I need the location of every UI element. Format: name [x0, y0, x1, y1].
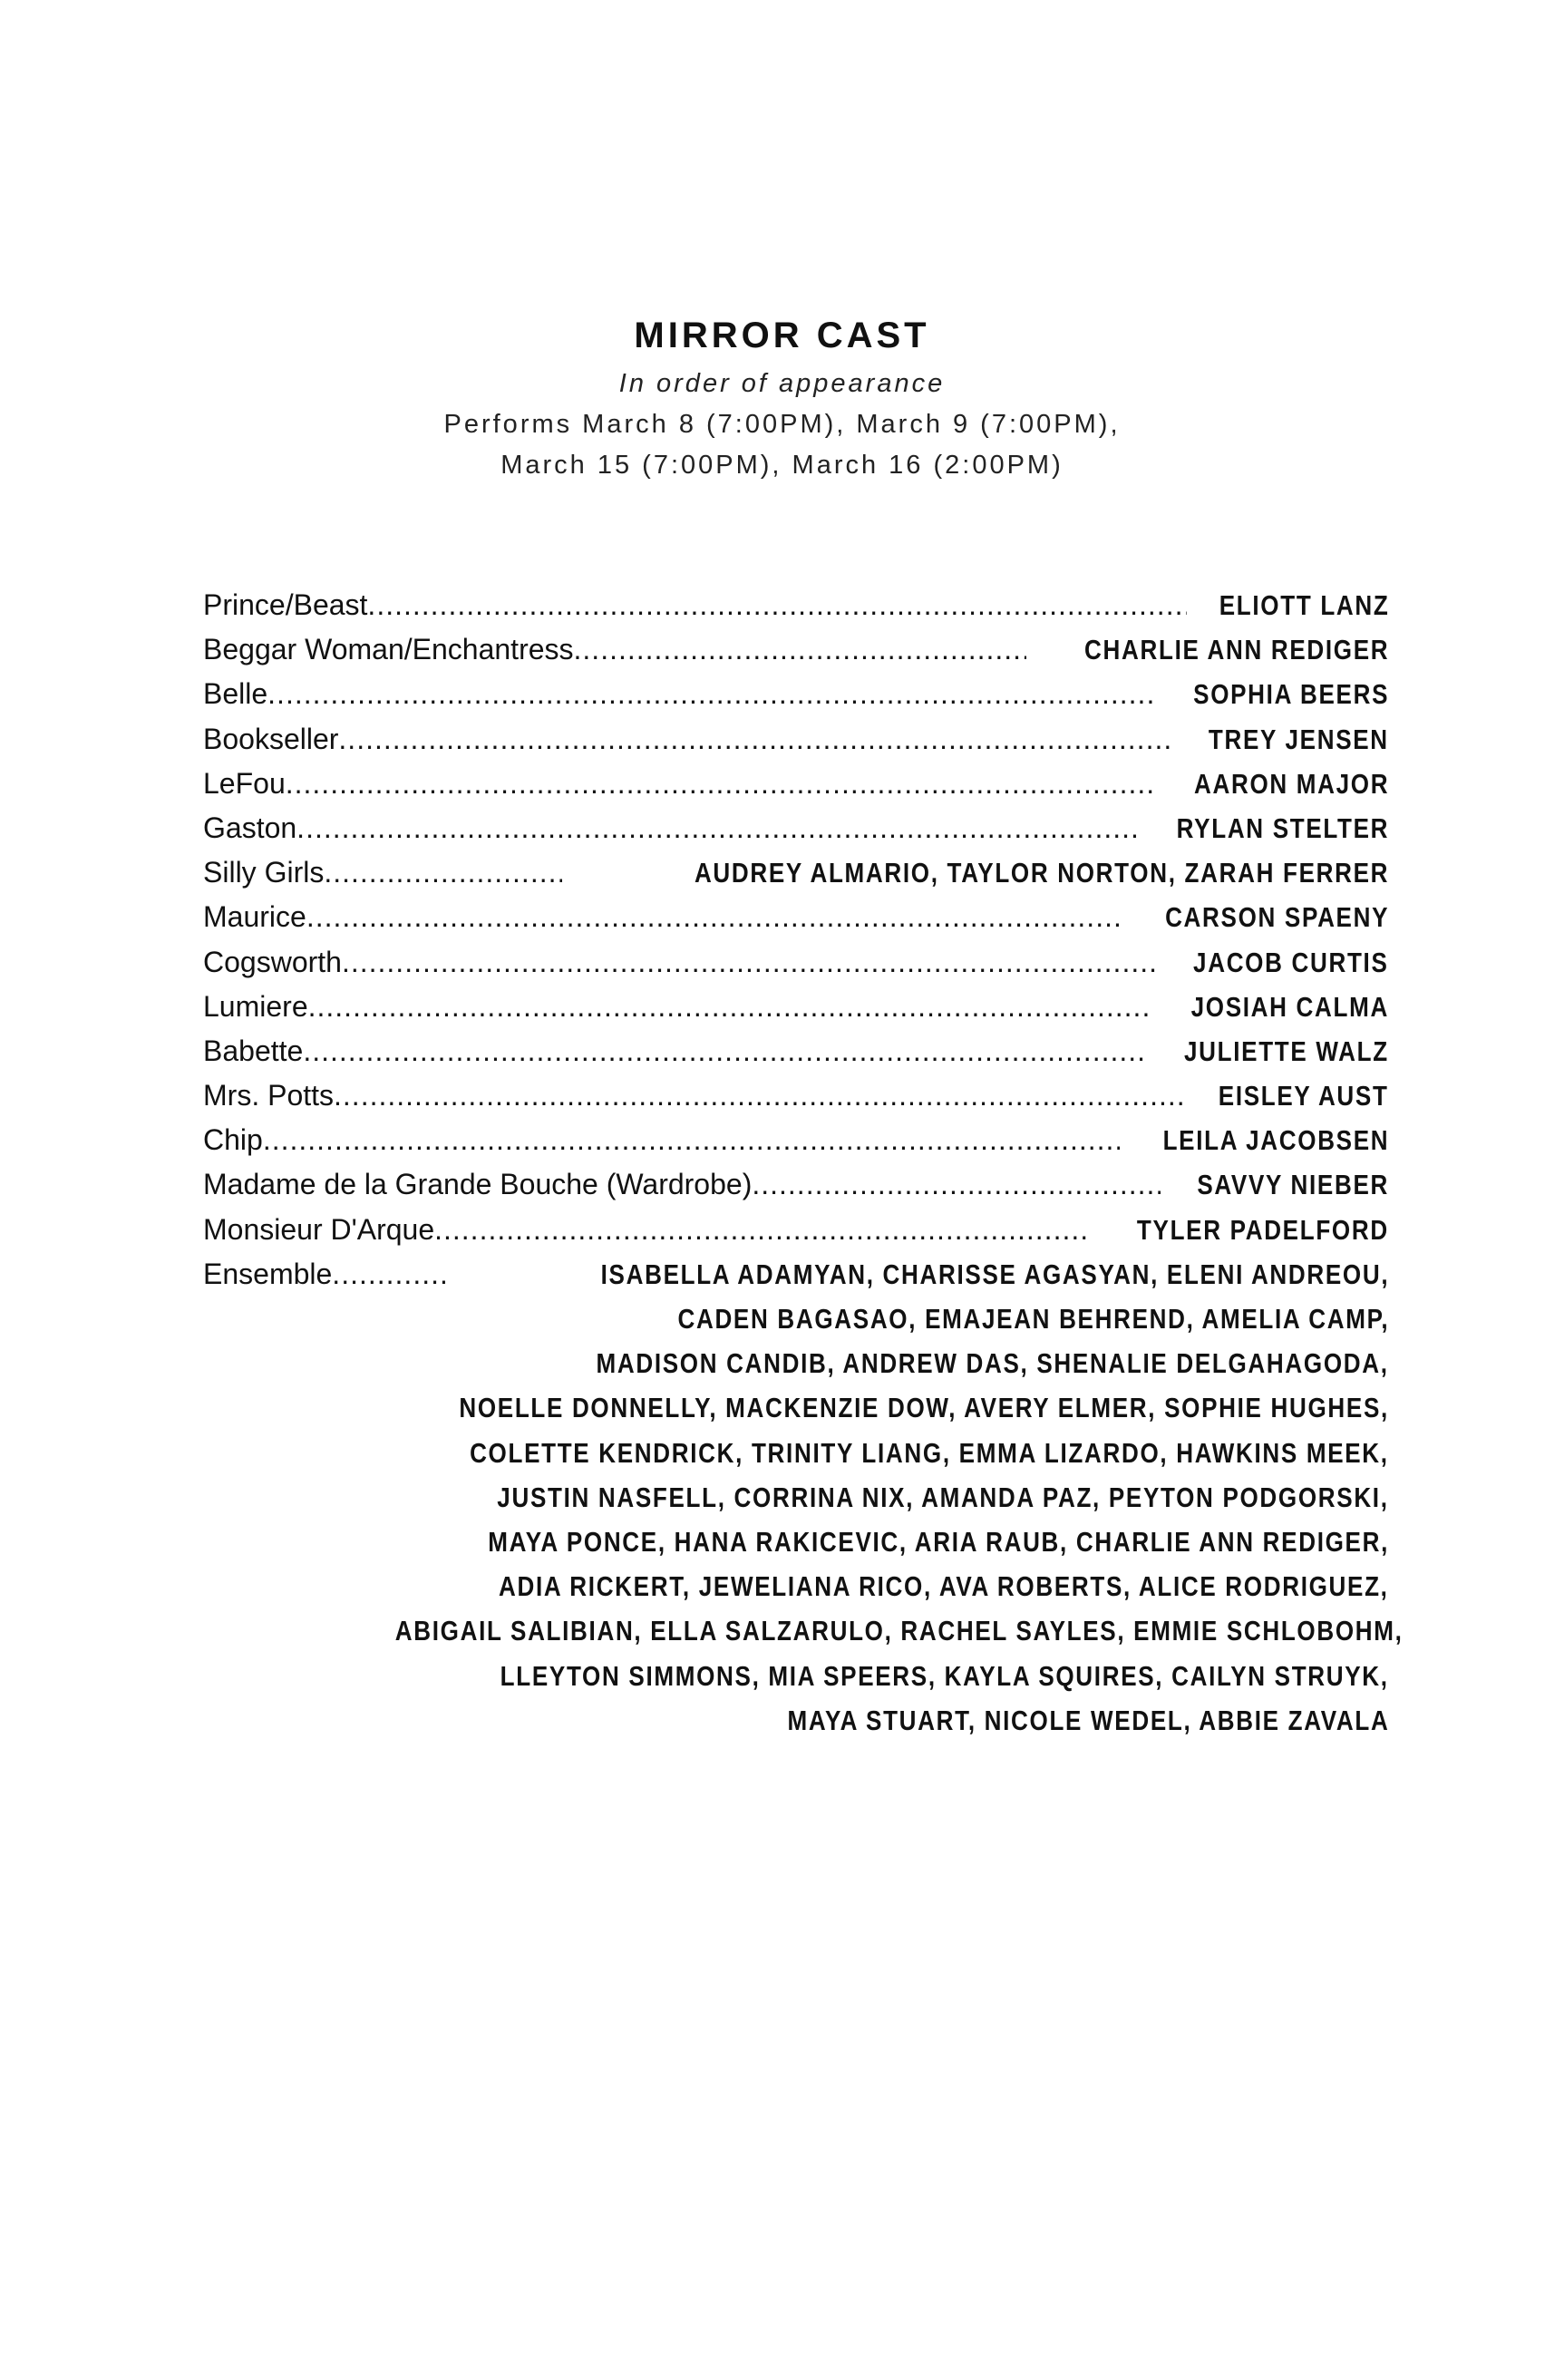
ensemble-names: MAYA PONCE, HANA RAKICEVIC, ARIA RAUB, CHARLIE ANN REDIGER,: [488, 1525, 1389, 1558]
dot-leader: [263, 1118, 1120, 1162]
actor-name: AARON MAJOR: [1193, 767, 1389, 800]
actor-name: CARSON SPAENY: [1164, 901, 1389, 934]
role-name: Chip: [203, 1123, 263, 1157]
ensemble-line: [203, 1385, 1389, 1430]
cast-row: [203, 1208, 1389, 1252]
ensemble-names: COLETTE KENDRICK, TRINITY LIANG, EMMA LIZARDO, HAWKINS MEEK,: [470, 1436, 1389, 1469]
cast-row: [203, 940, 1389, 985]
role-name: Babette: [203, 1034, 304, 1067]
ensemble-role-name: Ensemble: [203, 1257, 333, 1290]
dot-leader: [286, 762, 1157, 806]
role-name: Belle: [203, 677, 268, 711]
cast-row: [203, 985, 1389, 1029]
actor-name: JULIETTE WALZ: [1184, 1035, 1389, 1067]
role-name: Prince/Beast: [203, 588, 368, 621]
ensemble-row: [203, 1252, 1389, 1297]
ensemble-line: [203, 1564, 1389, 1608]
dot-leader: [752, 1162, 1161, 1207]
role-name: Beggar Woman/Enchantress: [203, 633, 574, 666]
role-name: Mrs. Potts: [203, 1079, 335, 1112]
ensemble-line: [203, 1297, 1389, 1341]
dot-leader: [267, 672, 1156, 716]
actor-name: JOSIAH CALMA: [1190, 990, 1389, 1023]
actor-name: CHARLIE ANN REDIGER: [1083, 634, 1389, 666]
role-name: Monsieur D'Arque: [203, 1212, 435, 1246]
page-subtitle: In order of appearance: [618, 369, 946, 398]
actor-name: SAVVY NIEBER: [1197, 1169, 1389, 1201]
ensemble-first-line: ISABELLA ADAMYAN, CHARISSE AGASYAN, ELENI ANDREOU,: [600, 1258, 1389, 1290]
cast-row: [203, 717, 1389, 762]
ensemble-line: [203, 1431, 1389, 1475]
ensemble-line: [203, 1698, 1389, 1743]
cast-row: [203, 627, 1389, 672]
ensemble-names: JUSTIN NASFELL, CORRINA NIX, AMANDA PAZ, PEYTON PODGORSKI,: [497, 1481, 1389, 1513]
role-name: Gaston: [203, 811, 297, 844]
ensemble-names: NOELLE DONNELLY, MACKENZIE DOW, AVERY ELMER, SOPHIE HUGHES,: [459, 1392, 1389, 1424]
actor-name: JACOB CURTIS: [1193, 946, 1389, 978]
cast-row: [203, 583, 1389, 627]
role-name: Cogsworth: [203, 945, 342, 978]
role-name: Madame de la Grande Bouche (Wardrobe): [203, 1168, 753, 1201]
performance-dates-line-1: Performs March 8 (7:00PM), March 9 (7:00PM),: [443, 410, 1121, 439]
actor-name: AUDREY ALMARIO, TAYLOR NORTON, ZARAH FERRER: [694, 857, 1389, 889]
role-name: Bookseller: [203, 722, 339, 755]
cast-row: [203, 806, 1389, 850]
cast-header: [0, 308, 1564, 486]
cast-row: [203, 850, 1389, 895]
actor-name: RYLAN STELTER: [1176, 811, 1389, 844]
actor-name: TREY JENSEN: [1209, 723, 1389, 755]
cast-row: [203, 1118, 1389, 1162]
cast-row: [203, 1162, 1389, 1207]
role-name: Maurice: [203, 900, 306, 934]
ensemble-names: MADISON CANDIB, ANDREW DAS, SHENALIE DELGAHAGODA,: [596, 1347, 1389, 1380]
dot-leader: [303, 1029, 1145, 1073]
ensemble-names: MAYA STUART, NICOLE WEDEL, ABBIE ZAVALA: [787, 1704, 1389, 1736]
cast-row: [203, 895, 1389, 939]
ensemble-line: [203, 1341, 1389, 1385]
actor-name: SOPHIA BEERS: [1193, 678, 1389, 711]
ensemble-names: LLEYTON SIMMONS, MIA SPEERS, KAYLA SQUIRES, CAILYN STRUYK,: [500, 1659, 1389, 1692]
dot-leader: [367, 583, 1186, 627]
actor-name: LEILA JACOBSEN: [1162, 1124, 1389, 1157]
role-name: Lumiere: [203, 989, 308, 1023]
cast-row: [203, 1073, 1389, 1118]
ensemble-line: [203, 1520, 1389, 1564]
cast-row: [203, 672, 1389, 716]
cast-row: [203, 762, 1389, 806]
ensemble-line: [203, 1608, 1404, 1653]
dot-leader: [574, 627, 1026, 672]
ensemble-names: ABIGAIL SALIBIAN, ELLA SALZARULO, RACHEL SAYLES, EMMIE SCHLOBOHM,: [394, 1615, 1404, 1647]
dot-leader: [332, 1252, 450, 1297]
dot-leader: [338, 717, 1174, 762]
cast-row: [203, 1029, 1389, 1073]
role-name: LeFou: [203, 766, 286, 800]
performance-dates-line-2: March 15 (7:00PM), March 16 (2:00PM): [500, 451, 1064, 480]
ensemble-line: [203, 1475, 1389, 1520]
dot-leader: [296, 806, 1136, 850]
ensemble-names: ADIA RICKERT, JEWELIANA RICO, AVA ROBERTS, ALICE RODRIGUEZ,: [499, 1570, 1389, 1603]
cast-list: [203, 583, 1404, 1787]
actor-name: TYLER PADELFORD: [1137, 1213, 1389, 1246]
ensemble-names: CADEN BAGASAO, EMAJEAN BEHREND, AMELIA CAMP,: [677, 1303, 1389, 1335]
page-title: MIRROR CAST: [634, 316, 930, 355]
dot-leader: [324, 850, 562, 895]
ensemble-line: [203, 1654, 1389, 1698]
dot-leader: [434, 1208, 1089, 1252]
dot-leader: [306, 895, 1122, 939]
actor-name: EISLEY AUST: [1219, 1080, 1389, 1112]
dot-leader: [342, 940, 1157, 985]
role-name: Silly Girls: [203, 856, 325, 889]
ensemble-line: [203, 1743, 1389, 1787]
dot-leader: [308, 985, 1153, 1029]
dot-leader: [334, 1073, 1186, 1118]
actor-name: ELIOTT LANZ: [1219, 589, 1389, 621]
